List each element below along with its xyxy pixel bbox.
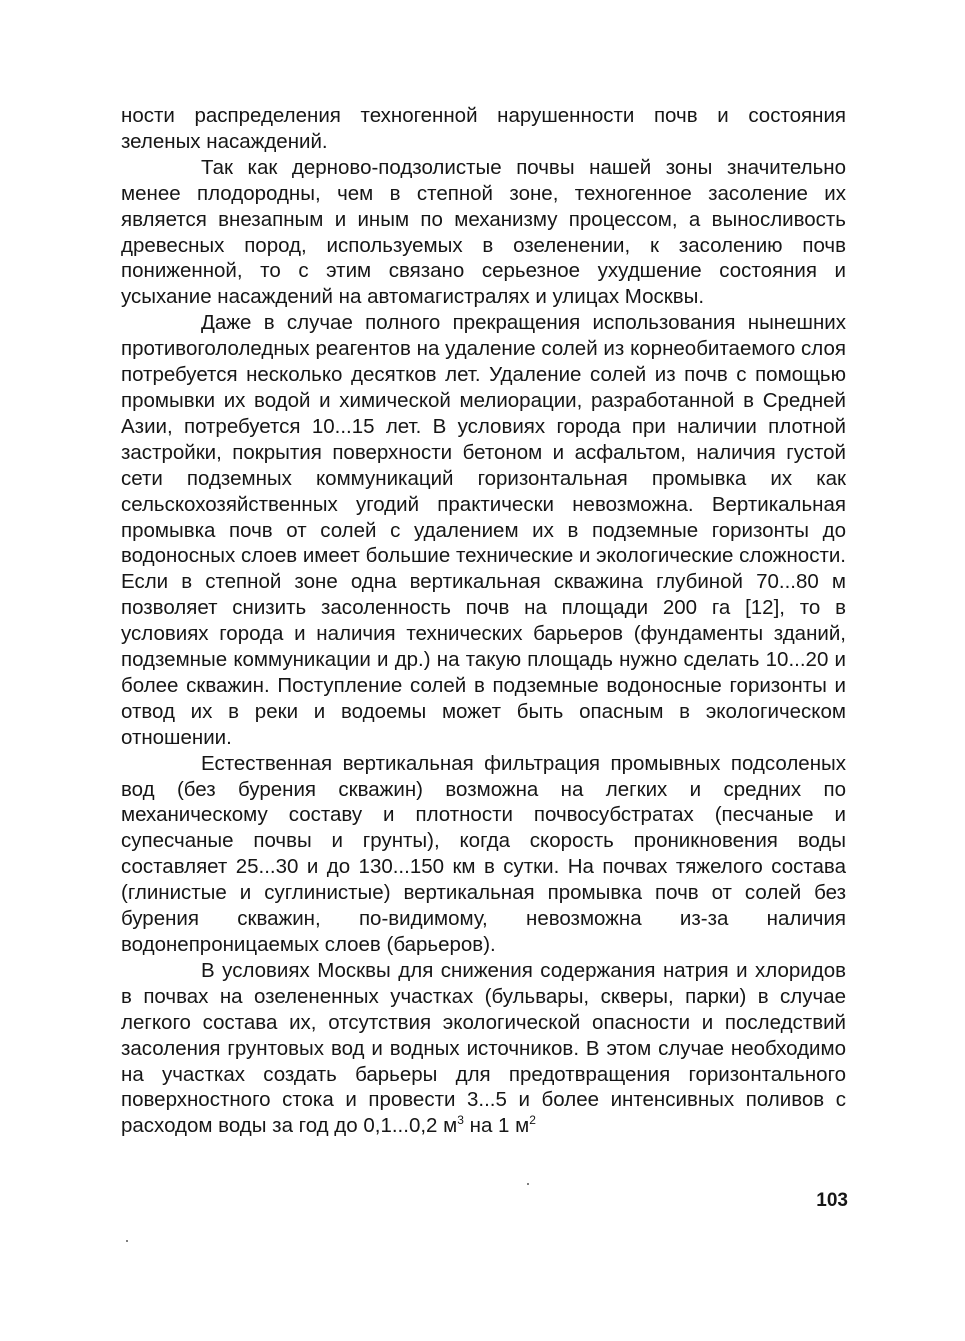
paragraph-3: Даже в случае полного прекращения использования нынешних противогололедных реагентов на удаление солей из корнеобитаемого слоя потребуется несколько десятков лет. Удаление солей из почв с помощью промывки их водой и химической мелиорации, разработанной в Средней Азии, потребуется 10...15 лет. В условиях города при наличии плотной застройки, покрытия поверхности бетоном и асфальтом, наличия густой сети подземных коммуникаций горизонтальная промывка их как сельскохозяйственных угодий практически невозможна. Вертикальная промывка почв от солей с удалением их в подземные горизонты до водоносных слоев имеет большие технические и экологические сложности. Если в степной зоне одна вертикальная скважина глубиной 70...80 м позволяет снизить засоленность почв на площади 200 га [12], то в условиях города и наличия технических барьеров (фундаменты зданий, подземные коммуникации и др.) на такую площадь нужно сделать 10...20 и более скважин. Поступление солей в подземные водоносные горизонты и отвод их в реки и водоемы может быть опасным в экологическом отношении.	[121, 311, 846, 749]
unit-text: на 1 м	[463, 1114, 530, 1138]
cubic-superscript: 3	[457, 1113, 464, 1128]
paragraph-5	[121, 958, 846, 1139]
body-text	[121, 103, 846, 1139]
scan-speck	[527, 1183, 529, 1185]
paragraph-1: ности распределения техногенной нарушенности почв и состояния зеленых насаждений.	[121, 104, 846, 153]
scan-speck	[126, 1240, 128, 1242]
paragraph-2: Так как дерново-подзолистые почвы нашей зоны значительно менее плодородны, чем в степной зоне, техногенное засоление их является внезапным и иным по механизму процессом, а выносливость древесных пород, используемых в озеленении, к засолению почв пониженной, то с этим связано серьезное ухудшение состояния и усыхание насаждений на автомагистралях и улицах Москвы.	[121, 155, 846, 309]
page-number: 103	[816, 1190, 848, 1211]
square-superscript: 2	[529, 1113, 536, 1128]
paragraph-4: Естественная вертикальная фильтрация промывных подсоленых вод (без бурения скважин) возможна на легких и средних по механическому составу и плотности почвосубстратах (песчаные и супесчаные почвы и грунты), когда скорость проникновения воды составляет 25...30 и до 130...150 км в сутки. На почвах тяжелого состава (глинистые и суглинистые) вертикальная промывка почв от солей без бурения скважин, по-видимому, невозможна из-за наличия водонепроницаемых слоев (барьеров).	[121, 751, 846, 956]
paragraph-5-text: В условиях Москвы для снижения содержания натрия и хлоридов в почвах на озелененных участках (бульвары, скверы, парки) в случае легкого состава их, отсутствия экологической опасности и последствий засоления грунтовых вод и водных источников. В этом случае необходимо на участках создать барьеры для предотвращения горизонтального поверхностного стока и провести 3...5 и более интенсивных поливов с расходом воды за год до 0,1...0,2 м	[121, 958, 846, 1138]
